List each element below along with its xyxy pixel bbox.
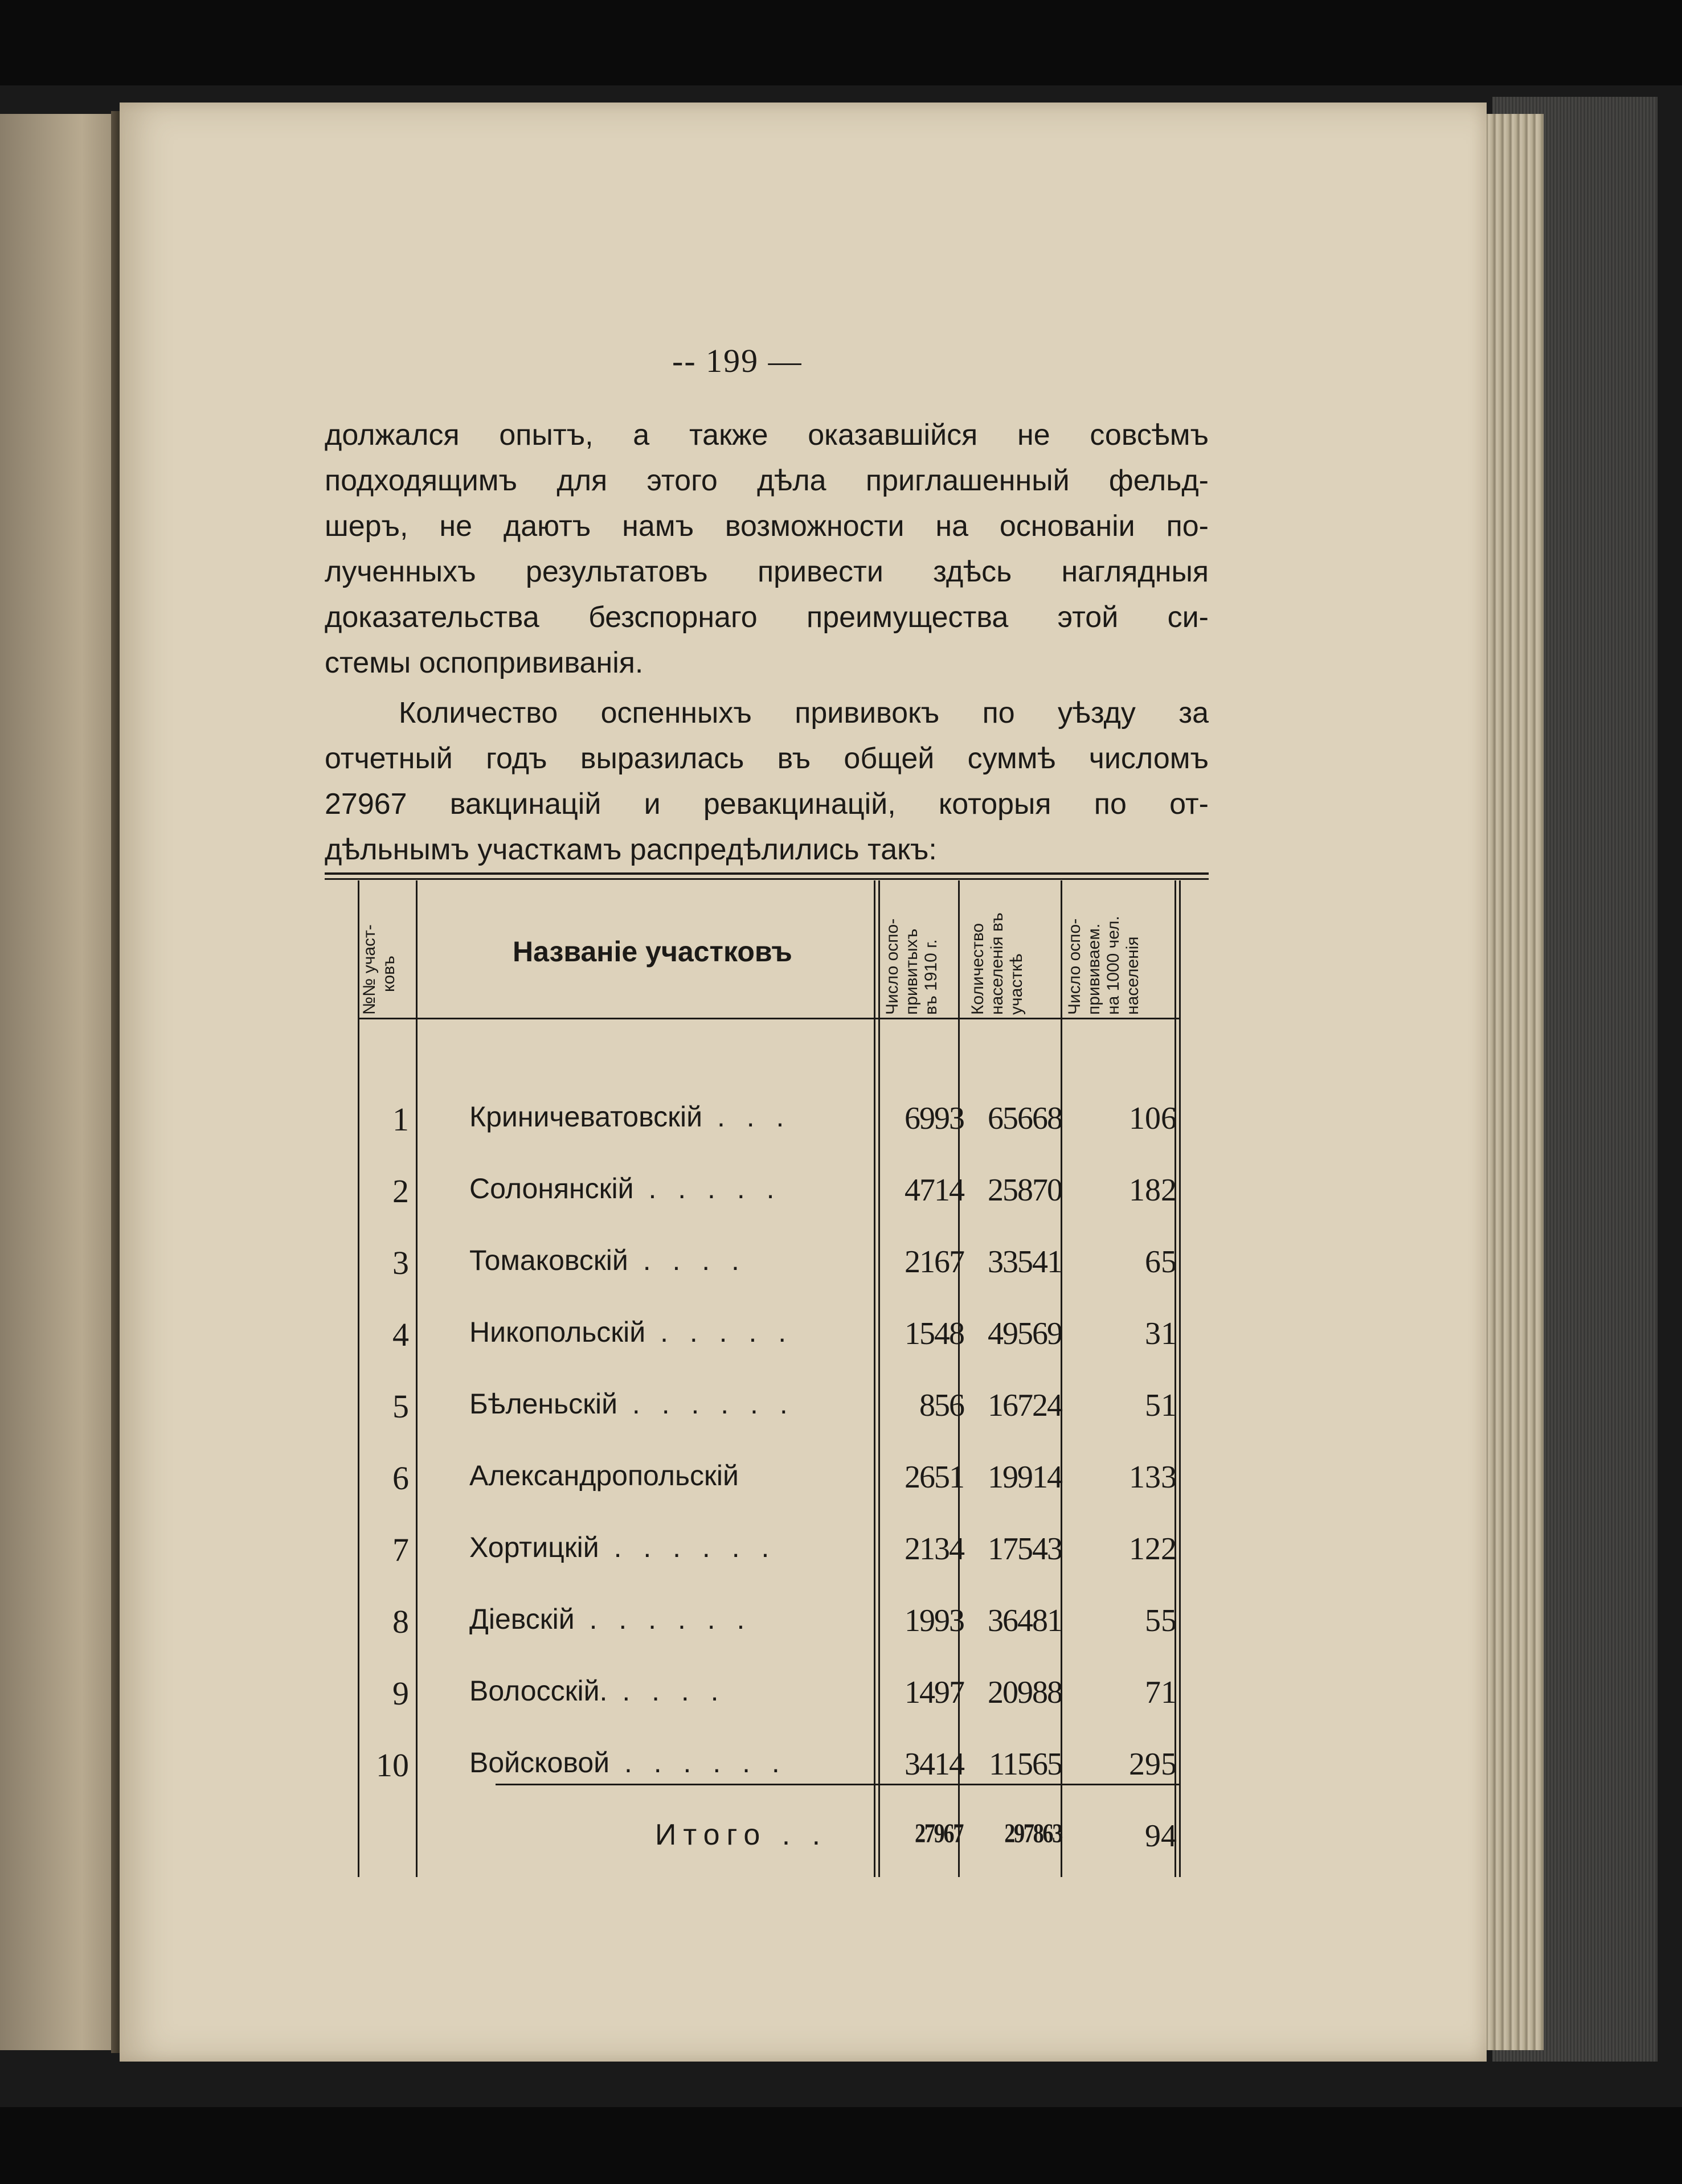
row-per-thousand: 106 <box>1129 1101 1177 1136</box>
row-per-thousand: 71 <box>1145 1675 1177 1710</box>
row-name <box>469 1244 879 1277</box>
row-name <box>469 1387 879 1420</box>
row-number: 9 <box>392 1675 409 1712</box>
dot-leader: . . . <box>702 1101 791 1133</box>
row-vaccinated: 856 <box>919 1388 964 1423</box>
row-population: 65668 <box>988 1101 1062 1136</box>
table-row <box>325 1459 1209 1527</box>
dot-leader: . . . . . <box>645 1316 793 1348</box>
text-line: должался опытъ, а также оказавшійся не совсѣмъ <box>325 419 1209 452</box>
row-number: 10 <box>376 1747 409 1784</box>
table-header-rule <box>359 1018 1179 1019</box>
left-page-edge <box>0 114 117 2050</box>
dot-leader: . . . . . . <box>599 1531 776 1563</box>
header-name: Названіе участковъ <box>513 936 792 968</box>
row-name <box>469 1603 879 1636</box>
header-line: въ 1910 г. <box>922 939 940 1015</box>
row-vaccinated: 1548 <box>905 1316 964 1351</box>
row-population: 36481 <box>988 1603 1062 1638</box>
table-row <box>325 1172 1209 1240</box>
page-number: -- 199 — <box>672 342 803 379</box>
row-population: 11565 <box>989 1747 1062 1782</box>
total-row <box>325 1818 1209 1886</box>
row-per-thousand: 182 <box>1129 1173 1177 1208</box>
row-name <box>469 1531 879 1564</box>
header-line: населенія <box>1123 936 1142 1015</box>
row-number: 8 <box>392 1603 409 1640</box>
row-vaccinated: 2134 <box>905 1531 964 1567</box>
row-name-text: Бѣленьскій <box>469 1388 618 1420</box>
row-number: 4 <box>392 1316 409 1353</box>
row-number: 7 <box>392 1531 409 1568</box>
text-line: шеръ, не даютъ намъ возможности на основаніи по- <box>325 510 1209 543</box>
row-number: 6 <box>392 1460 409 1497</box>
row-population: 20988 <box>988 1675 1062 1710</box>
vaccination-table <box>325 872 1209 1886</box>
header-line: Число оспо- <box>883 918 902 1015</box>
row-name-text: Волосскій. <box>469 1675 608 1707</box>
dot-leader: . . . . <box>607 1675 726 1707</box>
row-name: Александропольскій <box>469 1460 739 1491</box>
table-row <box>325 1674 1209 1743</box>
row-per-thousand: 65 <box>1145 1244 1177 1280</box>
row-population: 16724 <box>988 1388 1062 1423</box>
header-line: Количество <box>968 923 987 1015</box>
table-row <box>325 1100 1209 1169</box>
text-line: Количество оспенныхъ прививокъ по уѣзду за <box>399 696 1209 730</box>
row-name <box>469 1100 879 1133</box>
total-label-text: Итого <box>655 1818 767 1851</box>
row-per-thousand: 51 <box>1145 1388 1177 1423</box>
row-population: 17543 <box>988 1531 1062 1567</box>
header-line: на 1000 чел. <box>1104 916 1123 1015</box>
table-top-rule <box>325 872 1209 875</box>
row-population: 19914 <box>988 1460 1062 1495</box>
header-vaccinated <box>883 919 941 1015</box>
row-vaccinated: 1497 <box>905 1675 964 1710</box>
row-vaccinated: 6993 <box>905 1101 964 1136</box>
table-row <box>325 1244 1209 1312</box>
header-per-thousand <box>1065 916 1143 1015</box>
table-row <box>325 1531 1209 1599</box>
header-population <box>968 912 1026 1015</box>
row-name <box>469 1746 879 1779</box>
header-line: Число оспо- <box>1065 918 1084 1015</box>
table-row <box>325 1603 1209 1671</box>
total-per-thousand: 94 <box>1145 1818 1177 1854</box>
text-line: подходящимъ для этого дѣла приглашенный фельд- <box>325 464 1209 497</box>
row-number: 1 <box>392 1101 409 1138</box>
row-name-text: Хортицкій <box>469 1531 599 1563</box>
row-population: 25870 <box>988 1173 1062 1208</box>
row-name-text: Діевскій <box>469 1603 575 1635</box>
row-vaccinated: 3414 <box>905 1747 964 1782</box>
table-row <box>325 1387 1209 1456</box>
total-vaccinated: 27967 <box>915 1818 963 1849</box>
dot-leader: . . . . <box>628 1244 746 1276</box>
row-name <box>469 1316 879 1349</box>
dot-leader: . . . . . . <box>574 1603 752 1635</box>
text-line: лученныхъ результатовъ привести здѣсь наглядныя <box>325 555 1209 588</box>
header-line: участкѣ <box>1007 953 1026 1015</box>
total-label: Итого . . <box>655 1818 828 1851</box>
table-row <box>325 1746 1209 1814</box>
row-vaccinated: 1993 <box>905 1603 964 1638</box>
row-per-thousand: 122 <box>1129 1531 1177 1567</box>
total-population: 297863 <box>1004 1818 1062 1849</box>
header-line: привитыхъ <box>902 928 921 1015</box>
dot-leader: . . . . . . <box>609 1747 787 1779</box>
paragraph-1 <box>325 412 1209 686</box>
row-number: 2 <box>392 1173 409 1210</box>
text-line: 27967 вакцинацій и ревакцинацій, которыя по от- <box>325 788 1209 821</box>
row-name <box>469 1674 879 1707</box>
row-name-text: Никопольскій <box>469 1316 646 1348</box>
header-line: населенія въ <box>988 912 1006 1015</box>
row-per-thousand: 133 <box>1129 1460 1177 1495</box>
row-vaccinated: 2651 <box>905 1460 964 1495</box>
page-stack-edge <box>1481 114 1544 2050</box>
row-name-text: Солонянскій <box>469 1173 634 1204</box>
row-name-text: Томаковскій <box>469 1244 628 1276</box>
row-per-thousand: 55 <box>1145 1603 1177 1638</box>
header-num-line: ковъ <box>379 956 398 992</box>
dot-leader: . . . . . . <box>617 1388 795 1420</box>
header-line: прививаем. <box>1084 923 1103 1015</box>
total-rule <box>496 1784 1179 1785</box>
header-num-line: №№ участ- <box>360 924 379 1015</box>
text-line: дѣльнымъ участкамъ распредѣлились такъ: <box>325 833 937 866</box>
row-name <box>469 1172 879 1205</box>
header-num <box>360 924 399 1015</box>
row-number: 5 <box>392 1388 409 1425</box>
row-name-text: Войсковой <box>469 1747 610 1779</box>
table-top-rule <box>325 878 1209 880</box>
row-vaccinated: 4714 <box>905 1173 964 1208</box>
text-line: стемы оспопрививанія. <box>325 646 644 679</box>
row-name-text: Криничеватовскій <box>469 1101 703 1133</box>
paragraph-2 <box>325 690 1209 872</box>
row-per-thousand: 31 <box>1145 1316 1177 1351</box>
text-line: отчетный годъ выразилась въ общей суммѣ числомъ <box>325 742 1209 775</box>
table-row <box>325 1316 1209 1384</box>
text-line: доказательства безспорнаго преимущества этой си- <box>325 601 1209 634</box>
row-vaccinated: 2167 <box>905 1244 964 1280</box>
dot-leader: . . . . . <box>633 1173 781 1204</box>
row-per-thousand: 295 <box>1129 1747 1177 1782</box>
row-population: 33541 <box>988 1244 1062 1280</box>
row-population: 49569 <box>988 1316 1062 1351</box>
row-number: 3 <box>392 1244 409 1281</box>
